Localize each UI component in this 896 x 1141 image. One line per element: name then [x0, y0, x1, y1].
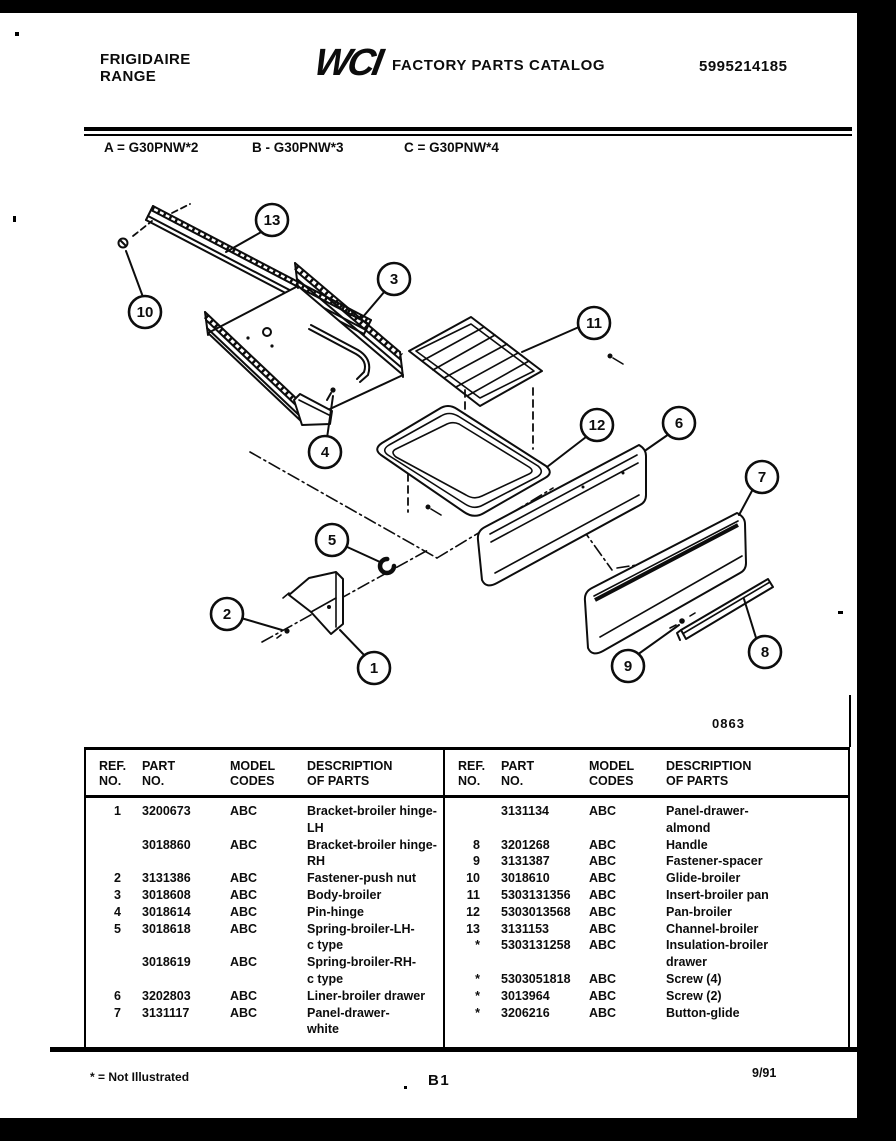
table-right-border-stub	[849, 695, 851, 747]
description-cell: Screw (2)	[666, 988, 722, 1003]
model-codes-cell: ABC	[589, 887, 617, 902]
column-header-description: DESCRIPTION OF PARTS	[666, 759, 752, 788]
date-code: 9/91	[752, 1066, 777, 1080]
description-cell: Bracket-broiler hinge- LH	[307, 804, 437, 835]
footer-rule	[50, 1047, 857, 1052]
svg-text:4: 4	[320, 444, 330, 461]
part-number-cell: 3013964	[501, 988, 550, 1003]
callout-5	[316, 524, 348, 556]
description-cell: Fastener-push nut	[307, 871, 417, 886]
model-codes-cell: ABC	[230, 955, 258, 970]
ref-cell: 5	[114, 921, 121, 936]
callout-13	[256, 204, 288, 236]
column-header-ref: REF. NO.	[99, 759, 127, 788]
part-number-cell: 5303131258	[501, 938, 571, 953]
table-row	[445, 887, 848, 904]
description-cell: Pan-broiler	[666, 904, 732, 919]
table-row	[445, 937, 848, 971]
svg-text:11: 11	[586, 315, 602, 332]
model-codes-cell: ABC	[589, 1005, 617, 1020]
page-id: B1	[428, 1072, 451, 1089]
table-row	[445, 853, 848, 870]
model-b: B - G30PNW*3	[252, 140, 344, 155]
ref-cell: 11	[466, 887, 480, 902]
description-cell: Button-glide	[666, 1005, 740, 1020]
table-row	[445, 803, 848, 837]
table-row	[86, 837, 443, 871]
column-header-model: MODEL CODES	[230, 759, 276, 788]
ref-cell: *	[475, 988, 480, 1003]
catalog-title: FACTORY PARTS CATALOG	[392, 57, 606, 74]
column-header-part: PART NO.	[142, 759, 176, 788]
column-header-part: PART NO.	[501, 759, 535, 788]
svg-text:9: 9	[623, 658, 633, 675]
ref-cell	[86, 837, 142, 871]
svg-text:6: 6	[674, 415, 684, 432]
scan-speck	[404, 1086, 407, 1089]
table-row	[86, 803, 443, 837]
description-cell: Liner-broiler drawer	[307, 988, 426, 1003]
ref-cell: 10	[466, 871, 480, 886]
part-number-cell: 3131117	[142, 1005, 190, 1020]
not-illustrated-legend: * = Not Illustrated	[90, 1070, 190, 1084]
ref-cell: 6	[114, 988, 121, 1003]
part-number-cell: 3131153	[501, 921, 549, 936]
table-row	[86, 988, 443, 1005]
part-number-cell: 3018619	[142, 955, 191, 970]
table-rows-right	[445, 798, 848, 1021]
model-codes-cell: ABC	[589, 904, 617, 919]
model-codes-cell: ABC	[230, 887, 258, 902]
description-cell: Channel-broiler	[666, 921, 759, 936]
parts-table-right-half	[443, 750, 848, 1047]
svg-text:5: 5	[327, 532, 337, 549]
callout-10	[129, 296, 161, 328]
part-bracket-broiler-hinge	[283, 572, 343, 634]
description-cell: Panel-drawer- white	[307, 1005, 390, 1037]
part-number-cell: 3206216	[501, 1005, 550, 1020]
callout-7	[746, 461, 778, 493]
part-number-cell: 5303013568	[501, 904, 571, 919]
table-header	[445, 750, 848, 798]
part-number-cell: 3018610	[501, 871, 550, 886]
svg-text:12: 12	[588, 417, 606, 434]
table-row	[445, 870, 848, 887]
part-number-cell: 3131386	[142, 871, 191, 886]
description-cell: Spring-broiler-LH- c type	[307, 921, 415, 953]
publication-number: 5995214185	[699, 58, 788, 75]
svg-text:10: 10	[136, 304, 154, 321]
part-number-cell: 3131134	[501, 804, 549, 818]
part-number-cell: 5303131356	[501, 887, 571, 902]
description-cell: Panel-drawer- almond	[666, 804, 749, 835]
scan-border-bottom	[0, 1118, 896, 1141]
ref-cell: 12	[466, 904, 480, 919]
model-codes-cell: ABC	[589, 938, 617, 953]
model-codes-cell: ABC	[230, 871, 258, 886]
table-row	[86, 887, 443, 904]
model-codes-cell: ABC	[589, 921, 617, 936]
model-codes-cell: ABC	[230, 988, 258, 1003]
column-header-description: DESCRIPTION OF PARTS	[307, 759, 393, 788]
svg-text:13: 13	[263, 212, 281, 229]
model-c: C = G30PNW*4	[404, 140, 499, 155]
callout-4	[309, 436, 341, 468]
callout-1	[358, 652, 390, 684]
ref-cell: 7	[114, 1005, 121, 1020]
table-row	[86, 904, 443, 921]
wci-logo: WCI	[311, 42, 384, 84]
part-panel-drawer	[585, 513, 746, 653]
callout-6	[663, 407, 695, 439]
part-number-cell: 3018860	[142, 837, 191, 852]
model-codes-cell: ABC	[589, 988, 617, 1003]
description-cell: Handle	[666, 837, 708, 852]
model-codes-cell: ABC	[230, 921, 258, 936]
brand-line-2: RANGE	[100, 68, 157, 85]
model-a: A = G30PNW*2	[104, 140, 199, 155]
description-cell: Bracket-broiler hinge- RH	[307, 837, 437, 869]
part-pan-broiler	[377, 406, 550, 516]
ref-cell: 4	[114, 904, 121, 919]
description-cell: Screw (4)	[666, 971, 722, 986]
ref-cell	[86, 954, 142, 988]
part-number-cell: 3018618	[142, 921, 191, 936]
part-number-cell: 5303051818	[501, 971, 571, 986]
part-number-cell: 3018614	[142, 904, 191, 919]
svg-text:8: 8	[760, 644, 770, 661]
ref-cell: 13	[466, 921, 480, 936]
description-cell: Glide-broiler	[666, 871, 741, 886]
model-codes-cell: ABC	[589, 854, 617, 869]
ref-cell: *	[475, 971, 480, 986]
model-codes-cell: ABC	[589, 837, 617, 852]
parts-table	[84, 747, 850, 1047]
table-row	[445, 988, 848, 1005]
model-codes-cell: ABC	[230, 804, 258, 818]
ref-cell: 3	[114, 887, 121, 902]
parts-table-left-half	[86, 750, 443, 1047]
ref-cell: 8	[473, 837, 480, 852]
callout-12	[581, 409, 613, 441]
model-codes-cell: ABC	[230, 904, 258, 919]
description-cell: Body-broiler	[307, 887, 382, 902]
column-header-ref: REF. NO.	[458, 759, 486, 788]
description-cell: Pin-hinge	[307, 904, 364, 919]
table-rows-left	[86, 798, 443, 1038]
table-row	[86, 921, 443, 955]
model-codes-cell: ABC	[589, 971, 617, 986]
model-codes-cell: ABC	[589, 804, 617, 818]
table-row	[86, 1005, 443, 1039]
part-number-cell: 3018608	[142, 887, 191, 902]
table-row	[445, 837, 848, 854]
ref-cell: 9	[473, 854, 480, 869]
table-header	[86, 750, 443, 798]
figure-number: 0863	[712, 716, 745, 731]
callout-3	[378, 263, 410, 295]
table-row	[86, 954, 443, 988]
svg-text:2: 2	[222, 606, 232, 623]
ref-cell: 1	[114, 804, 121, 818]
part-number-cell: 3202803	[142, 988, 191, 1003]
svg-text:7: 7	[757, 469, 767, 486]
svg-text:1: 1	[369, 660, 379, 677]
ref-cell: *	[475, 938, 480, 953]
part-spring-broiler	[380, 559, 394, 573]
ref-cell	[445, 803, 501, 837]
model-codes-cell: ABC	[230, 1005, 258, 1020]
part-number-cell: 3201268	[501, 837, 550, 852]
description-cell: Fastener-spacer	[666, 854, 763, 869]
callout-9	[612, 650, 644, 682]
ref-cell: *	[475, 1005, 480, 1020]
table-row	[445, 971, 848, 988]
part-number-cell: 3200673	[142, 804, 191, 818]
description-cell: Insulation-broiler drawer	[666, 938, 769, 970]
ref-cell: 2	[114, 871, 121, 886]
table-row	[445, 921, 848, 938]
callout-2	[211, 598, 243, 630]
description-cell: Insert-broiler pan	[666, 887, 769, 902]
part-number-cell: 3131387	[501, 854, 550, 869]
table-row	[445, 904, 848, 921]
part-screw-glide	[119, 221, 153, 248]
callout-11	[578, 307, 610, 339]
model-codes-cell: ABC	[589, 871, 617, 886]
table-row	[445, 1005, 848, 1022]
svg-text:3: 3	[389, 271, 399, 288]
brand-line-1: FRIGIDAIRE	[100, 51, 191, 68]
model-codes-cell: ABC	[230, 837, 258, 852]
description-cell: Spring-broiler-RH- c type	[307, 955, 417, 986]
column-header-model: MODEL CODES	[589, 759, 635, 788]
callout-8	[749, 636, 781, 668]
table-row	[86, 870, 443, 887]
